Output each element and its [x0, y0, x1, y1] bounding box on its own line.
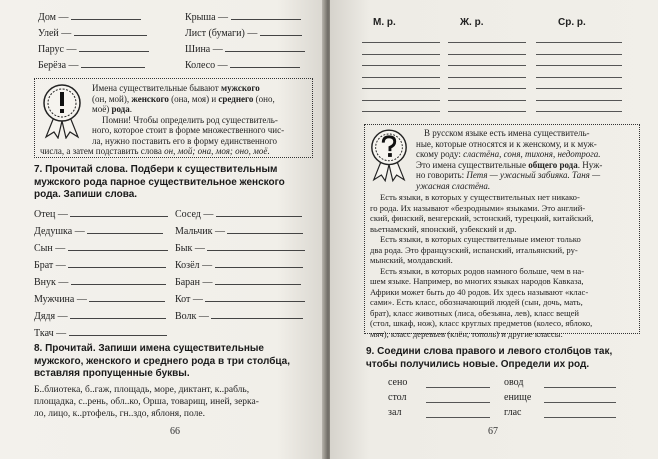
answer-line[interactable]	[362, 54, 440, 55]
answer-line[interactable]	[536, 100, 622, 101]
attention-medal-icon	[40, 83, 84, 139]
answer-line[interactable]	[536, 111, 622, 112]
task-8-text: Б..блиотека, б..гаж, площадь, море, диктант, к..рабль, площадка, с..рень, обл..ко, Орша, товарищ, иней, зерка- ло, лицо, к..ртофель, гн..здо, яблоня, поле.	[34, 385, 259, 419]
task7-row-5: Мужчина —	[34, 293, 165, 305]
blank-line[interactable]	[71, 276, 166, 285]
page-number: 67	[488, 426, 498, 437]
answer-line[interactable]	[362, 88, 440, 89]
blank-line[interactable]	[544, 417, 616, 418]
blank-line[interactable]	[205, 293, 305, 302]
right-page	[330, 0, 658, 459]
answer-line[interactable]	[362, 111, 440, 112]
answer-line[interactable]	[536, 88, 622, 89]
answer-line[interactable]	[536, 54, 622, 55]
question-medal-icon	[368, 128, 410, 182]
task7-right-row-0: Сосед —	[175, 208, 302, 220]
answer-line[interactable]	[536, 77, 622, 78]
answer-line[interactable]	[362, 65, 440, 66]
task9-right-word-2: глас	[504, 407, 522, 418]
blank-line[interactable]	[215, 259, 303, 268]
pair-left-word: Берёза	[38, 60, 67, 71]
rule-text-last: числа, а затем подставить слова он, мой; она, моя; оно, моё.	[40, 146, 270, 156]
task7-right-row-3: Козёл —	[175, 259, 303, 271]
task7-row-7: Ткач —	[34, 327, 167, 339]
answer-line[interactable]	[448, 88, 526, 89]
blank-line[interactable]	[231, 11, 301, 20]
column-feminine: Ж. р.	[460, 17, 484, 28]
blank-line[interactable]	[225, 43, 305, 52]
answer-line[interactable]	[448, 77, 526, 78]
blank-line[interactable]	[79, 43, 149, 52]
blank-line[interactable]	[74, 27, 147, 36]
note-text-top: В русском языке есть имена существитель- ные, которые относятся и к женскому, и к муж- скому роду: сластёна, соня, тихоня, недотрога. Это имена существительные общего рода. Нуж- но говорить: Петя — ужасный забияка. Таня — ужасная сластёна.	[416, 128, 603, 191]
answer-line[interactable]	[448, 54, 526, 55]
blank-line[interactable]	[69, 327, 167, 336]
blank-line[interactable]	[426, 402, 490, 403]
answer-line[interactable]	[362, 42, 440, 43]
blank-line[interactable]	[87, 225, 163, 234]
blank-line[interactable]	[71, 11, 141, 20]
task7-row-6: Дядя —	[34, 310, 166, 322]
blank-line[interactable]	[68, 242, 168, 251]
pair-right-word: Крыша	[185, 12, 216, 23]
task9-left-word-1: стол	[388, 392, 407, 403]
blank-line[interactable]	[207, 242, 305, 251]
answer-line[interactable]	[362, 77, 440, 78]
pair-right-word: Колесо	[185, 60, 216, 71]
blank-line[interactable]	[227, 225, 303, 234]
task7-right-row-5: Кот —	[175, 293, 305, 305]
page-number: 66	[170, 426, 180, 437]
blank-line[interactable]	[260, 27, 302, 36]
task9-right-word-0: овод	[504, 377, 524, 388]
task9-right-word-1: енище	[504, 392, 532, 403]
pair-right-word: Лист (бумаги)	[185, 28, 245, 39]
pair-row-3: Берёза —	[38, 59, 145, 71]
answer-line[interactable]	[448, 111, 526, 112]
blank-line[interactable]	[89, 293, 165, 302]
pair-row-3-right: Колесо —	[185, 59, 300, 71]
note-text-body: Есть языки, в которых у существительных нет никако- го рода. Их называют «безродными» языками. Это англий- ский, финский, венгерский, эстонский, турецкий, китайский, вьетнамский, японский, узбекский и др. Есть языки, в которых существительные имеют только два рода. Это французский, испанский, итальянский, ру- мынский, молдавский. Есть языки, в которых родов намного больше, чем в на- шем языке. Например, во многих языках народов Кавказа, Африки может быть до 40 родов. Их здесь называют «клас- сами». Есть класс, обозначающий людей (сын, дочь, мать, брат), класс животных (лиса, обезьяна, лев), класс вещей (стол, шкаф, нож), класс круглых предметов (колесо, яблоко, мяч), класс деревьев (клён, тополь) и другие классы.	[370, 192, 594, 339]
blank-line[interactable]	[81, 59, 145, 68]
pair-row-1: Улей —	[38, 27, 147, 39]
left-page	[0, 0, 326, 459]
blank-line[interactable]	[70, 310, 166, 319]
pair-left-word: Парус	[38, 44, 64, 55]
answer-line[interactable]	[536, 65, 622, 66]
pair-left-word: Улей	[38, 28, 59, 39]
task7-row-2: Сын —	[34, 242, 168, 254]
task7-row-0: Отец —	[34, 208, 168, 220]
task7-row-1: Дедушка —	[34, 225, 163, 237]
answer-line[interactable]	[362, 100, 440, 101]
pair-left-word: Дом	[38, 12, 56, 23]
task-8-heading: 8. Прочитай. Запиши имена существительные мужского, женского и среднего рода в три столбца, вставляя пропущенные буквы.	[34, 343, 291, 379]
blank-line[interactable]	[211, 310, 303, 319]
pair-right-word: Шина	[185, 44, 211, 55]
pair-row-0: Дом —	[38, 11, 141, 23]
column-neuter: Ср. р.	[558, 17, 586, 28]
pair-row-2: Парус —	[38, 43, 149, 55]
blank-line[interactable]	[70, 208, 168, 217]
blank-line[interactable]	[426, 417, 490, 418]
task7-row-3: Брат —	[34, 259, 166, 271]
rule-text: Имена существительные бывают мужского (он, мой), женского (она, моя) и среднего (оно, моё) рода. Помни! Чтобы определить род существитель- ного, которое стоит в форме множественного чис- ла, нужно поставить его в форму единственного	[92, 83, 285, 146]
answer-line[interactable]	[448, 65, 526, 66]
blank-line[interactable]	[215, 276, 301, 285]
pair-row-1-right: Лист (бумаги) —	[185, 27, 302, 39]
task-9-heading: 9. Соедини слова правого и левого столбцов так, чтобы получились новые. Определи их род.	[366, 346, 613, 370]
pair-row-0-right: Крыша —	[185, 11, 301, 23]
answer-line[interactable]	[448, 100, 526, 101]
column-masculine: М. р.	[373, 17, 396, 28]
task7-right-row-6: Волк —	[175, 310, 303, 322]
pair-row-2-right: Шина —	[185, 43, 305, 55]
blank-line[interactable]	[544, 402, 616, 403]
blank-line[interactable]	[230, 59, 300, 68]
answer-line[interactable]	[448, 42, 526, 43]
blank-line[interactable]	[544, 387, 616, 388]
answer-line[interactable]	[536, 42, 622, 43]
blank-line[interactable]	[426, 387, 490, 388]
blank-line[interactable]	[68, 259, 166, 268]
task7-right-row-1: Мальчик —	[175, 225, 303, 237]
task7-row-4: Внук —	[34, 276, 166, 288]
task9-left-word-0: сено	[388, 377, 408, 388]
task9-left-word-2: зал	[388, 407, 402, 418]
task-7-heading: 7. Прочитай слова. Подбери к существительным мужского рода парное существительное женского рода. Запиши слова.	[34, 164, 285, 200]
task7-right-row-2: Бык —	[175, 242, 305, 254]
blank-line[interactable]	[216, 208, 302, 217]
task7-right-row-4: Баран —	[175, 276, 301, 288]
